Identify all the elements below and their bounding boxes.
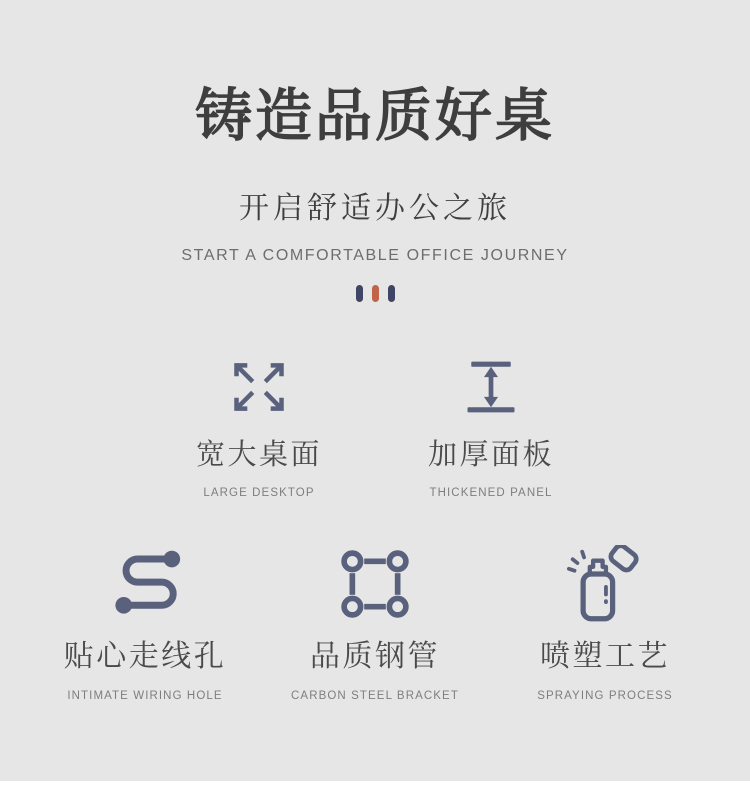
divider-bar-navy-right [388,285,395,302]
page-subtitle-english: START A COMFORTABLE OFFICE JOURNEY [181,246,569,264]
feature-row-1 [0,358,750,500]
feature-label-english: INTIMATE WIRING HOLE [67,690,223,703]
feature-label-english: THICKENED PANEL [429,487,553,500]
feature-label: 喷塑工艺 [540,640,670,674]
feature-large-desktop [143,358,375,500]
spray-bottle-icon [562,545,648,623]
page-bottom-margin [0,781,750,800]
expand-arrows-icon [232,358,286,416]
feature-label-english: SPRAYING PROCESS [537,690,673,703]
feature-label: 品质钢管 [310,640,440,674]
feature-label: 贴心走线孔 [63,640,227,674]
divider-bar-orange [372,285,379,302]
feature-thickened-panel [375,358,607,500]
feature-steel-bracket [260,545,490,702]
feature-wiring-hole [30,545,260,702]
cable-routing-icon [98,545,192,623]
feature-label-english: CARBON STEEL BRACKET [291,690,459,703]
feature-label: 宽大桌面 [195,438,322,471]
page-title: 铸造品质好桌 [195,84,555,148]
feature-label-english: LARGE DESKTOP [203,487,315,500]
feature-label: 加厚面板 [427,438,554,471]
divider-bar-navy-left [356,285,363,302]
feature-row-2 [0,545,750,702]
page-subtitle: 开启舒适办公之旅 [239,191,511,225]
divider-bars [0,285,750,302]
feature-spraying-process [490,545,720,702]
panel-thickness-icon [460,358,522,416]
steel-frame-icon [340,545,410,623]
